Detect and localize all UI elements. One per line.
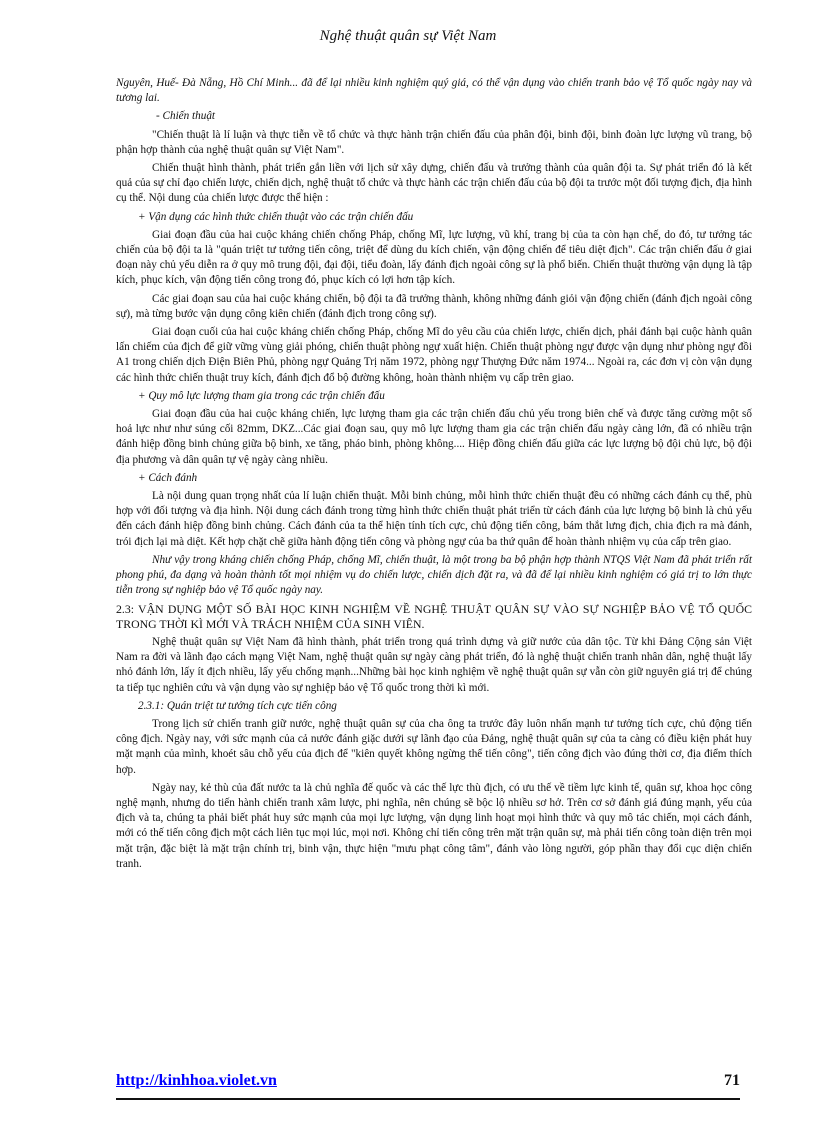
paragraph: Là nội dung quan trọng nhất của lí luận chiến thuật. Mỗi binh chủng, mỗi hình thức chiến thuật đều có những cách đánh cụ thể, phù hợp với đối tượng và địa hình. Nội dung cách đánh trong từng hình thức chiến thuật phát triển từ cách đánh của lực lượng bộ binh là chủ yếu đến cách đánh hiệp đồng binh chủng. Cách đánh của ta thể hiện tính tích cực, chủ động tiến công, bám thắt lưng địch, chia địch ra mà đánh, trói địch lại mà diệt. Kết hợp chặt chẽ giữa hành động tiến công và phòng ngự của ba thứ quân để hoàn thành nhiệm vụ của cấp trên giao. [116, 490, 752, 548]
definition-paragraph: "Chiến thuật là lí luận và thực tiễn về tổ chức và thực hành trận chiến đấu của phân đội, binh đội, binh đoàn lực lượng vũ trang, bộ phận hợp thành của nghệ thuật quân sự Việt Nam". [116, 128, 752, 156]
page-footer [116, 1072, 740, 1100]
footer-link[interactable]: http://kinhhoa.violet.vn [116, 1072, 277, 1089]
running-header: Nghệ thuật quân sự Việt Nam [319, 28, 497, 44]
page-number: 71 [724, 1072, 740, 1089]
formation-paragraph: Chiến thuật hình thành, phát triển gắn liền với lịch sử xây dựng, chiến đấu và trưởng thành của quân đội ta. Sự phát triển đó là kết quả của sự chỉ đạo chiến lược, chiến dịch, nghệ thuật tổ chức và thực hành các trận chiến đấu của bộ đội ta trước một đối tượng địch, địa hình cụ thể. Nội dung của chiến lược được thể hiện : [116, 162, 752, 205]
paragraph: Giai đoạn đầu của hai cuộc kháng chiến, lực lượng tham gia các trận chiến đấu chủ yếu trong biên chế và được tăng cường một số hoả lực như như súng cối 82mm, DKZ...Các giai đoạn sau, quy mô lực lượng tham gia các trận chiến đấu ngày càng lớn, đã có nhiều trận đánh hiệp đồng binh chủng giữa bộ binh, xe tăng, pháo binh, phòng không.... Hiệp đồng chiến đấu giữa các lực lượng bộ đội chủ lực, bộ đội địa phương và dân quân tự vệ ngày càng nhiều. [116, 408, 752, 466]
paragraph: Giai đoạn cuối của hai cuộc kháng chiến chống Pháp, chống Mĩ do yêu cầu của chiến lược, chiến dịch, phải đánh bại cuộc hành quân lấn chiếm của địch để giữ vững vùng giải phóng, chiến thuật phòng ngự xuất hiện. Chiến thuật phòng ngự được vận dụng như phòng ngự đồi A1 trong chiến dịch Điện Biên Phủ, phòng ngự Quảng Trị năm 1972, phòng ngự Thượng Đức năm 1974... Ngoài ra, các đơn vị còn vận dụng các hình thức chiến thuật truy kích, đánh địch đổ bộ đường không, hoàn thành nhiệm vụ cấp trên giao. [116, 326, 752, 384]
paragraph: Các giai đoạn sau của hai cuộc kháng chiến, bộ đội ta đã trưởng thành, không những đánh giỏi vận động chiến (đánh địch ngoài công sự), mà từng bước vận dụng công kiên chiến (đánh địch trong công sự). [116, 292, 752, 320]
page-body [116, 76, 752, 875]
summary-paragraph: Như vậy trong kháng chiến chống Pháp, chống Mĩ, chiến thuật, là một trong ba bộ phận hợp thành NTQS Việt Nam đã phát triển rất phong phú, đa dạng và hoàn thành tốt mọi nhiệm vụ do chiến lược, chiến dịch đặt ra, và đã để lại nhiều kinh nghiệm có giá trị to lớn thực tiễn trong sự nghiệp bảo vệ Tổ quốc ngày nay. [116, 553, 752, 597]
bullet-heading-force-scale: + Quy mô lực lượng tham gia trong các trận chiến đấu [138, 389, 385, 402]
subsection-heading-2-3-1: 2.3.1: Quán triệt tư tưởng tích cực tiến công [138, 699, 337, 712]
paragraph: Trong lịch sử chiến tranh giữ nước, nghệ thuật quân sự của cha ông ta trước đây luôn nhấn mạnh tư tưởng tích cực, chủ động tiến công địch. Ngày nay, với sức mạnh của cả nước đánh giặc dưới sự lãnh đạo của Đảng, nghệ thuật quân sự của ta càng có điều kiện phát huy mặt mạnh của mình, khoét sâu chỗ yếu của địch để "kiên quyết không ngừng thế tiến công", tiến công địch vào đúng thời cơ, địa điểm thích hợp. [116, 717, 752, 776]
paragraph: Nghệ thuật quân sự Việt Nam đã hình thành, phát triển trong quá trình dựng và giữ nước của dân tộc. Từ khi Đảng Cộng sản Việt Nam ra đời và lãnh đạo cách mạng Việt Nam, nghệ thuật quân sự ngày càng phát triển, đó là nghệ thuật chiến tranh nhân dân, nghệ thuật lấy nhỏ đánh lớn, lấy ít địch nhiều, lấy yếu chống mạnh...Những bài học kinh nghiệm về nghệ thuật quân sự vẫn còn giữ nguyên giá trị để chúng ta tiếp tục nghiên cứu và vận dụng vào sự nghiệp bảo vệ Tổ quốc trong thời kì mới. [116, 635, 752, 694]
bullet-heading-tactics-forms: + Vận dụng các hình thức chiến thuật vào các trận chiến đấu [138, 210, 414, 223]
section-heading-2-3: 2.3: VẬN DỤNG MỘT SỐ BÀI HỌC KINH NGHIỆM VỀ NGHỆ THUẬT QUÂN SỰ VÀO SỰ NGHIỆP BẢO VỆ TỔ QUỐC TRONG THỜI KÌ MỚI VÀ TRÁCH NHIỆM CỦA SINH VIÊN. [116, 601, 752, 631]
paragraph: Ngày nay, kẻ thù của đất nước ta là chủ nghĩa đế quốc và các thế lực thù địch, có ưu thế về tiềm lực kinh tế, quân sự, khoa học công nghệ mạnh, nhưng do tiến hành chiến tranh xâm lược, phi nghĩa, nên chúng sẽ bộc lộ nhiều sơ hở. Trên cơ sở đánh giá đúng mạnh, yếu của địch và ta, chúng ta phải biết phát huy sức mạnh của mọi lực lượng, vận dụng linh hoạt mọi hình thức và quy mô tác chiến, mọi cách đánh, mới có thế tiến công địch một cách liên tục mọi lúc, mọi nơi. Không chỉ tiến công trên mặt trận quân sự, mà phải tiến công toàn diện trên mọi mặt trận, đặc biệt là mặt trận chính trị, binh vận, thực hiện "mưu phạt công tâm", đánh vào lòng người, góp phần thay đổi cục diện chiến tranh. [116, 781, 752, 870]
bullet-heading-fighting-method: + Cách đánh [138, 471, 198, 484]
paragraph: Giai đoạn đầu của hai cuộc kháng chiến chống Pháp, chống Mĩ, lực lượng, vũ khí, trang bị của ta còn hạn chế, do đó, tư tưởng tác chiến của bộ đội ta là "quán triệt tư tưởng tiến công, triệt để dùng du kích chiến, vận động chiến để tiêu diệt địch". Các trận chiến đấu ở giai đoạn này chủ yếu diễn ra ở quy mô trung đội, đại đội, tiểu đoàn, lấy đánh địch ngoài công sự là phổ biến. Chiến thuật thường vận dụng là tập kích, phục kích, vận động tiến công trong đó, phục kích có lợi hơn tập kích. [116, 228, 752, 287]
subheading-chien-thuat: - Chiến thuật [156, 110, 216, 123]
intro-paragraph: Nguyên, Huế- Đà Nẵng, Hồ Chí Minh... đã để lại nhiều kinh nghiệm quý giá, có thể vận dụng vào chiến tranh bảo vệ Tổ quốc ngày nay và tương lai. [116, 77, 752, 105]
